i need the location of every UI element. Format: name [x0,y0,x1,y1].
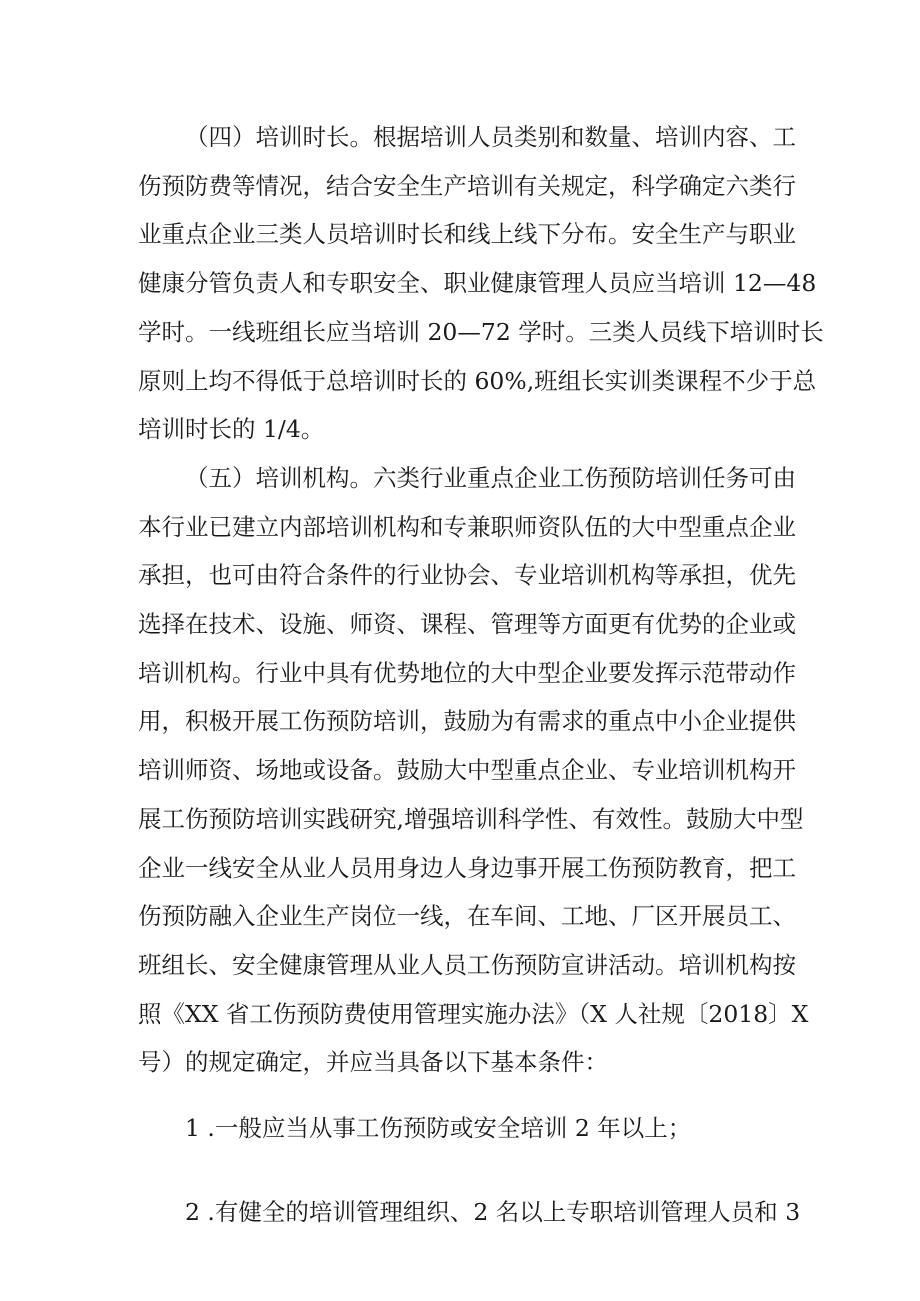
paragraph-training-institution [138,454,809,1087]
paragraph-line: 培训师资、场地或设备。鼓励大中型重点企业、专业培训机构开 [138,756,796,785]
condition-item-2: 2 .有健全的培训管理组织、2 名以上专职培训管理人员和 3 [185,1197,801,1226]
paragraph-training-duration [138,113,824,454]
paragraph-line: 班组长、安全健康管理从业人员工伤预防宣讲活动。培训机构按 [138,950,796,979]
paragraph-line: 承担，也可由符合条件的行业协会、专业培训机构等承担，优先 [138,561,796,590]
paragraph-line: 健康分管负责人和专职安全、职业健康管理人员应当培训 12—48 [138,269,817,298]
paragraph-line: 号）的规定确定，并应当具备以下基本条件： [138,1048,608,1077]
paragraph-line: 培训时长的 1/4。 [138,415,325,444]
paragraph-line: 伤预防费等情况，结合安全生产培训有关规定，科学确定六类行 [138,171,796,200]
paragraph-line: 选择在技术、设施、师资、课程、管理等方面更有优势的企业或 [138,610,796,639]
paragraph-line: 本行业已建立内部培训机构和专兼职师资队伍的大中型重点企业 [138,512,796,541]
paragraph-line: 业重点企业三类人员培训时长和线上线下分布。安全生产与职业 [138,220,796,249]
paragraph-line: 学时。一线班组长应当培训 20—72 学时。三类人员线下培训时长 [138,317,824,346]
paragraph-line: 企业一线安全从业人员用身边人身边事开展工伤预防教育，把工 [138,853,796,882]
document-page [138,113,824,1236]
paragraph-line: 展工伤预防培训实践研究,增强培训科学性、有效性。鼓励大中型 [138,804,804,833]
paragraph-line: 伤预防融入企业生产岗位一线，在车间、工地、厂区开展员工、 [138,902,796,931]
paragraph-line: 培训机构。行业中具有优势地位的大中型企业要发挥示范带动作 [138,658,796,687]
condition-item-1: 1 .一般应当从事工伤预防或安全培训 2 年以上； [185,1114,692,1143]
paragraph-line: 照《XX 省工伤预防费使用管理实施办法》（X 人社规〔2018〕X [138,999,809,1028]
paragraph-line: （四）培训时长。根据培训人员类别和数量、培训内容、工 [185,123,796,151]
paragraph-line: 原则上均不得低于总培训时长的 60%,班组长实训类课程不少于总 [138,366,817,395]
paragraph-line: （五）培训机构。六类行业重点企业工伤预防培训任务可由 [185,463,796,492]
paragraph-line: 用，积极开展工伤预防培训，鼓励为有需求的重点中小企业提供 [138,707,796,736]
